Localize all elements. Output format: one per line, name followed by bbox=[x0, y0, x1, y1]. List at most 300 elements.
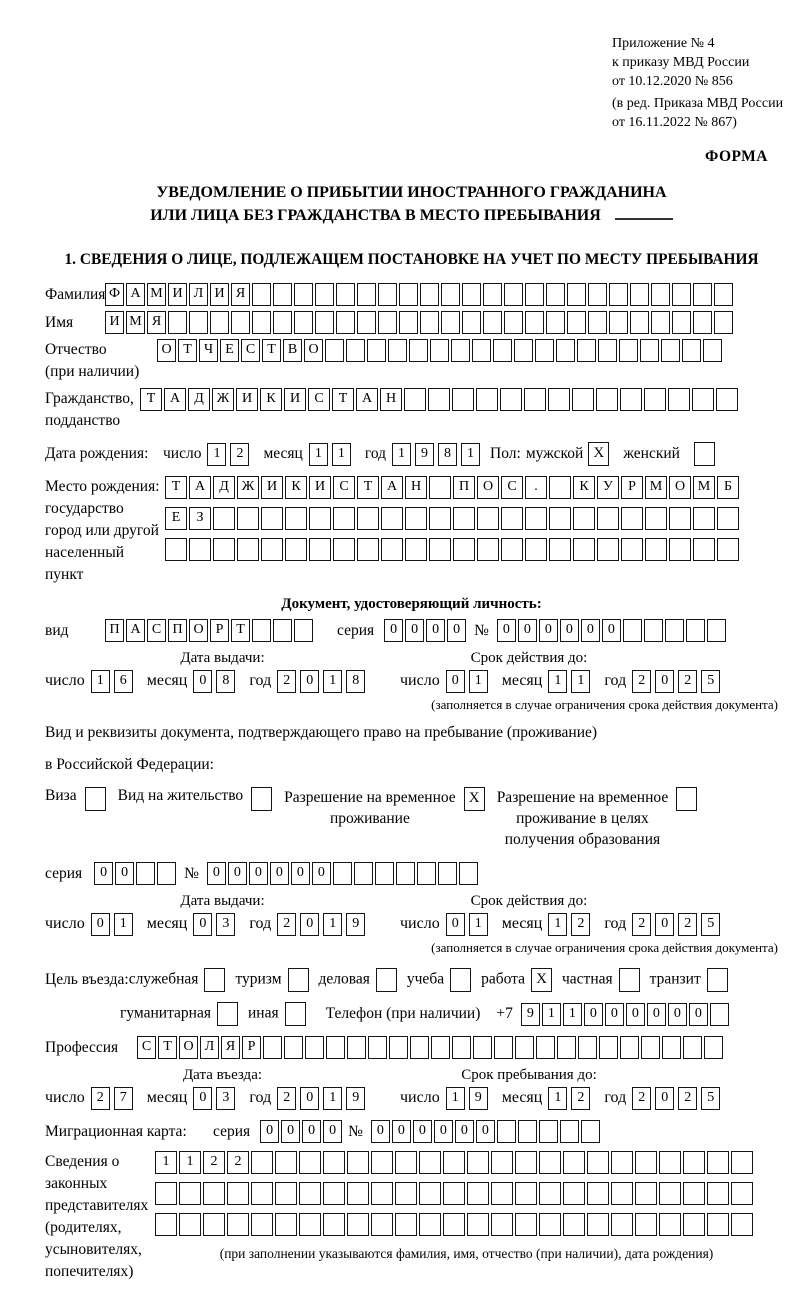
char-cell[interactable] bbox=[659, 1182, 681, 1205]
char-cell[interactable] bbox=[668, 388, 690, 411]
char-cell[interactable] bbox=[367, 339, 386, 362]
char-cell[interactable]: Т bbox=[158, 1036, 177, 1059]
date-cell[interactable]: 1 bbox=[548, 1087, 567, 1110]
char-cell[interactable] bbox=[420, 283, 439, 306]
char-cell[interactable]: Я bbox=[147, 311, 166, 334]
char-cell[interactable]: К bbox=[573, 476, 595, 499]
char-cell[interactable] bbox=[309, 507, 331, 530]
char-cell[interactable] bbox=[323, 1213, 345, 1236]
char-cell[interactable] bbox=[357, 507, 379, 530]
char-cell[interactable]: Ф bbox=[105, 283, 124, 306]
char-cell[interactable] bbox=[336, 283, 355, 306]
char-cell[interactable] bbox=[155, 1182, 177, 1205]
date-cell[interactable]: 3 bbox=[216, 1087, 235, 1110]
date-cell[interactable]: 2 bbox=[277, 670, 296, 693]
char-cell[interactable]: 0 bbox=[207, 862, 226, 885]
char-cell[interactable] bbox=[645, 538, 667, 561]
char-cell[interactable]: Т bbox=[332, 388, 354, 411]
char-cell[interactable]: М bbox=[693, 476, 715, 499]
char-cell[interactable] bbox=[491, 1213, 513, 1236]
purpose-option-checkbox[interactable] bbox=[376, 968, 397, 992]
char-cell[interactable] bbox=[273, 619, 292, 642]
char-cell[interactable]: 0 bbox=[581, 619, 600, 642]
char-cell[interactable] bbox=[692, 388, 714, 411]
char-cell[interactable] bbox=[546, 311, 565, 334]
char-cell[interactable] bbox=[136, 862, 155, 885]
char-cell[interactable] bbox=[644, 619, 663, 642]
char-cell[interactable] bbox=[546, 283, 565, 306]
char-cell[interactable]: 0 bbox=[405, 619, 424, 642]
char-cell[interactable]: Л bbox=[189, 283, 208, 306]
char-cell[interactable] bbox=[686, 619, 705, 642]
char-cell[interactable] bbox=[549, 507, 571, 530]
date-cell[interactable]: 1 bbox=[114, 913, 133, 936]
char-cell[interactable] bbox=[443, 1182, 465, 1205]
char-cell[interactable] bbox=[587, 1213, 609, 1236]
char-cell[interactable] bbox=[428, 388, 450, 411]
date-cell[interactable]: 2 bbox=[678, 670, 697, 693]
char-cell[interactable] bbox=[645, 507, 667, 530]
char-cell[interactable]: 0 bbox=[689, 1003, 708, 1026]
char-cell[interactable] bbox=[261, 507, 283, 530]
char-cell[interactable] bbox=[299, 1182, 321, 1205]
char-cell[interactable]: И bbox=[236, 388, 258, 411]
char-cell[interactable]: А bbox=[381, 476, 403, 499]
char-cell[interactable] bbox=[623, 619, 642, 642]
date-cell[interactable]: 0 bbox=[655, 670, 674, 693]
char-cell[interactable] bbox=[395, 1213, 417, 1236]
date-cell[interactable]: 0 bbox=[91, 913, 110, 936]
char-cell[interactable] bbox=[155, 1213, 177, 1236]
char-cell[interactable]: 1 bbox=[542, 1003, 561, 1026]
date-cell[interactable]: 2 bbox=[632, 670, 651, 693]
char-cell[interactable] bbox=[315, 311, 334, 334]
char-cell[interactable]: А bbox=[189, 476, 211, 499]
char-cell[interactable]: 0 bbox=[447, 619, 466, 642]
char-cell[interactable]: 0 bbox=[260, 1120, 279, 1143]
char-cell[interactable] bbox=[703, 339, 722, 362]
char-cell[interactable] bbox=[451, 339, 470, 362]
char-cell[interactable] bbox=[275, 1213, 297, 1236]
char-cell[interactable] bbox=[389, 1036, 408, 1059]
temp-residence-checkbox[interactable]: X bbox=[464, 787, 485, 811]
char-cell[interactable] bbox=[179, 1213, 201, 1236]
char-cell[interactable] bbox=[549, 476, 571, 499]
char-cell[interactable]: И bbox=[105, 311, 124, 334]
char-cell[interactable]: О bbox=[157, 339, 176, 362]
char-cell[interactable]: Л bbox=[200, 1036, 219, 1059]
date-cell[interactable]: 2 bbox=[277, 913, 296, 936]
char-cell[interactable] bbox=[693, 538, 715, 561]
purpose-option-checkbox[interactable] bbox=[707, 968, 728, 992]
char-cell[interactable]: И bbox=[210, 283, 229, 306]
char-cell[interactable] bbox=[620, 388, 642, 411]
char-cell[interactable]: А bbox=[126, 283, 145, 306]
date-cell[interactable]: 0 bbox=[446, 670, 465, 693]
char-cell[interactable]: П bbox=[168, 619, 187, 642]
char-cell[interactable] bbox=[682, 339, 701, 362]
char-cell[interactable] bbox=[630, 311, 649, 334]
char-cell[interactable] bbox=[459, 862, 478, 885]
char-cell[interactable] bbox=[539, 1213, 561, 1236]
char-cell[interactable] bbox=[378, 283, 397, 306]
char-cell[interactable]: И bbox=[309, 476, 331, 499]
char-cell[interactable] bbox=[483, 283, 502, 306]
char-cell[interactable]: 0 bbox=[228, 862, 247, 885]
date-cell[interactable]: 1 bbox=[392, 443, 411, 466]
char-cell[interactable] bbox=[452, 388, 474, 411]
char-cell[interactable]: 0 bbox=[605, 1003, 624, 1026]
char-cell[interactable] bbox=[325, 339, 344, 362]
char-cell[interactable]: Д bbox=[213, 476, 235, 499]
char-cell[interactable] bbox=[326, 1036, 345, 1059]
char-cell[interactable] bbox=[388, 339, 407, 362]
char-cell[interactable] bbox=[462, 283, 481, 306]
char-cell[interactable] bbox=[477, 538, 499, 561]
date-cell[interactable]: 8 bbox=[346, 670, 365, 693]
char-cell[interactable] bbox=[333, 507, 355, 530]
char-cell[interactable] bbox=[556, 339, 575, 362]
char-cell[interactable]: О bbox=[669, 476, 691, 499]
char-cell[interactable]: С bbox=[501, 476, 523, 499]
char-cell[interactable]: А bbox=[164, 388, 186, 411]
char-cell[interactable]: Б bbox=[717, 476, 739, 499]
char-cell[interactable] bbox=[189, 538, 211, 561]
char-cell[interactable]: Т bbox=[165, 476, 187, 499]
char-cell[interactable] bbox=[588, 283, 607, 306]
date-cell[interactable]: 6 bbox=[114, 670, 133, 693]
char-cell[interactable] bbox=[577, 339, 596, 362]
char-cell[interactable] bbox=[669, 538, 691, 561]
char-cell[interactable] bbox=[640, 339, 659, 362]
char-cell[interactable]: В bbox=[283, 339, 302, 362]
char-cell[interactable]: 0 bbox=[392, 1120, 411, 1143]
char-cell[interactable] bbox=[294, 619, 313, 642]
char-cell[interactable]: 0 bbox=[626, 1003, 645, 1026]
char-cell[interactable] bbox=[399, 283, 418, 306]
char-cell[interactable] bbox=[539, 1182, 561, 1205]
purpose-option-checkbox[interactable] bbox=[204, 968, 225, 992]
char-cell[interactable] bbox=[429, 507, 451, 530]
char-cell[interactable] bbox=[515, 1182, 537, 1205]
char-cell[interactable] bbox=[210, 311, 229, 334]
purpose-option-checkbox[interactable] bbox=[288, 968, 309, 992]
char-cell[interactable] bbox=[323, 1182, 345, 1205]
char-cell[interactable] bbox=[333, 862, 352, 885]
char-cell[interactable]: Я bbox=[221, 1036, 240, 1059]
char-cell[interactable] bbox=[609, 283, 628, 306]
char-cell[interactable] bbox=[707, 1213, 729, 1236]
char-cell[interactable] bbox=[203, 1182, 225, 1205]
char-cell[interactable] bbox=[284, 1036, 303, 1059]
char-cell[interactable] bbox=[557, 1036, 576, 1059]
char-cell[interactable]: 0 bbox=[455, 1120, 474, 1143]
char-cell[interactable] bbox=[375, 862, 394, 885]
char-cell[interactable]: Т bbox=[140, 388, 162, 411]
char-cell[interactable] bbox=[599, 1036, 618, 1059]
char-cell[interactable]: 0 bbox=[602, 619, 621, 642]
char-cell[interactable] bbox=[693, 283, 712, 306]
char-cell[interactable] bbox=[189, 311, 208, 334]
char-cell[interactable]: А bbox=[126, 619, 145, 642]
char-cell[interactable]: Р bbox=[242, 1036, 261, 1059]
purpose-option-checkbox[interactable]: X bbox=[531, 968, 552, 992]
char-cell[interactable] bbox=[567, 283, 586, 306]
char-cell[interactable] bbox=[497, 1120, 516, 1143]
char-cell[interactable] bbox=[347, 1182, 369, 1205]
char-cell[interactable] bbox=[357, 283, 376, 306]
date-cell[interactable]: 8 bbox=[216, 670, 235, 693]
char-cell[interactable] bbox=[227, 1182, 249, 1205]
char-cell[interactable] bbox=[285, 507, 307, 530]
char-cell[interactable]: У bbox=[597, 476, 619, 499]
purpose-option-checkbox[interactable] bbox=[217, 1002, 238, 1026]
date-cell[interactable]: 1 bbox=[323, 670, 342, 693]
date-cell[interactable]: 0 bbox=[655, 1087, 674, 1110]
date-cell[interactable]: 0 bbox=[193, 913, 212, 936]
char-cell[interactable] bbox=[336, 311, 355, 334]
char-cell[interactable] bbox=[273, 311, 292, 334]
char-cell[interactable] bbox=[203, 1213, 225, 1236]
date-cell[interactable]: 9 bbox=[415, 443, 434, 466]
char-cell[interactable] bbox=[525, 538, 547, 561]
temp-residence-edu-checkbox[interactable] bbox=[676, 787, 697, 811]
char-cell[interactable] bbox=[263, 1036, 282, 1059]
char-cell[interactable] bbox=[536, 1036, 555, 1059]
char-cell[interactable]: П bbox=[105, 619, 124, 642]
char-cell[interactable] bbox=[581, 1120, 600, 1143]
char-cell[interactable] bbox=[621, 538, 643, 561]
date-cell[interactable]: 1 bbox=[323, 913, 342, 936]
char-cell[interactable] bbox=[644, 388, 666, 411]
char-cell[interactable] bbox=[252, 283, 271, 306]
date-cell[interactable]: 1 bbox=[469, 913, 488, 936]
char-cell[interactable] bbox=[662, 1036, 681, 1059]
char-cell[interactable] bbox=[251, 1182, 273, 1205]
char-cell[interactable]: К bbox=[285, 476, 307, 499]
char-cell[interactable]: М bbox=[126, 311, 145, 334]
char-cell[interactable] bbox=[717, 507, 739, 530]
sex-male-checkbox[interactable]: X bbox=[588, 442, 609, 466]
char-cell[interactable] bbox=[514, 339, 533, 362]
char-cell[interactable] bbox=[651, 283, 670, 306]
char-cell[interactable]: 1 bbox=[563, 1003, 582, 1026]
char-cell[interactable] bbox=[285, 538, 307, 561]
char-cell[interactable] bbox=[396, 862, 415, 885]
date-cell[interactable]: 0 bbox=[300, 670, 319, 693]
char-cell[interactable] bbox=[294, 283, 313, 306]
char-cell[interactable]: 0 bbox=[249, 862, 268, 885]
char-cell[interactable]: М bbox=[147, 283, 166, 306]
char-cell[interactable] bbox=[472, 339, 491, 362]
char-cell[interactable] bbox=[672, 283, 691, 306]
char-cell[interactable] bbox=[630, 283, 649, 306]
date-cell[interactable]: 1 bbox=[323, 1087, 342, 1110]
char-cell[interactable] bbox=[491, 1182, 513, 1205]
char-cell[interactable] bbox=[419, 1213, 441, 1236]
char-cell[interactable] bbox=[453, 507, 475, 530]
char-cell[interactable] bbox=[548, 388, 570, 411]
char-cell[interactable] bbox=[315, 283, 334, 306]
char-cell[interactable]: Т bbox=[357, 476, 379, 499]
char-cell[interactable] bbox=[346, 339, 365, 362]
char-cell[interactable] bbox=[399, 311, 418, 334]
date-cell[interactable]: 5 bbox=[701, 1087, 720, 1110]
char-cell[interactable] bbox=[597, 538, 619, 561]
char-cell[interactable]: 0 bbox=[476, 1120, 495, 1143]
char-cell[interactable] bbox=[524, 388, 546, 411]
char-cell[interactable] bbox=[494, 1036, 513, 1059]
char-cell[interactable] bbox=[525, 283, 544, 306]
char-cell[interactable]: 0 bbox=[497, 619, 516, 642]
char-cell[interactable] bbox=[500, 388, 522, 411]
date-cell[interactable]: 2 bbox=[678, 1087, 697, 1110]
char-cell[interactable] bbox=[573, 538, 595, 561]
char-cell[interactable] bbox=[683, 1182, 705, 1205]
char-cell[interactable] bbox=[273, 283, 292, 306]
char-cell[interactable]: Ч bbox=[199, 339, 218, 362]
date-cell[interactable]: 7 bbox=[114, 1087, 133, 1110]
char-cell[interactable]: . bbox=[525, 476, 547, 499]
char-cell[interactable] bbox=[165, 538, 187, 561]
char-cell[interactable]: П bbox=[453, 476, 475, 499]
char-cell[interactable]: Е bbox=[165, 507, 187, 530]
char-cell[interactable]: 9 bbox=[521, 1003, 540, 1026]
date-cell[interactable]: 2 bbox=[632, 1087, 651, 1110]
char-cell[interactable] bbox=[299, 1213, 321, 1236]
char-cell[interactable] bbox=[237, 538, 259, 561]
residence-permit-checkbox[interactable] bbox=[251, 787, 272, 811]
char-cell[interactable] bbox=[683, 1036, 702, 1059]
char-cell[interactable] bbox=[417, 862, 436, 885]
date-cell[interactable]: 5 bbox=[701, 913, 720, 936]
char-cell[interactable]: 0 bbox=[302, 1120, 321, 1143]
char-cell[interactable] bbox=[493, 339, 512, 362]
char-cell[interactable] bbox=[731, 1182, 753, 1205]
char-cell[interactable]: З bbox=[189, 507, 211, 530]
char-cell[interactable]: Н bbox=[405, 476, 427, 499]
purpose-option-checkbox[interactable] bbox=[450, 968, 471, 992]
char-cell[interactable]: С bbox=[147, 619, 166, 642]
char-cell[interactable] bbox=[381, 538, 403, 561]
char-cell[interactable]: 2 bbox=[203, 1151, 225, 1174]
char-cell[interactable] bbox=[669, 507, 691, 530]
char-cell[interactable] bbox=[213, 507, 235, 530]
char-cell[interactable] bbox=[717, 538, 739, 561]
char-cell[interactable]: Ж bbox=[212, 388, 234, 411]
char-cell[interactable] bbox=[563, 1182, 585, 1205]
char-cell[interactable] bbox=[252, 619, 271, 642]
date-cell[interactable]: 1 bbox=[332, 443, 351, 466]
date-cell[interactable]: 1 bbox=[91, 670, 110, 693]
date-cell[interactable]: 0 bbox=[300, 913, 319, 936]
char-cell[interactable] bbox=[462, 311, 481, 334]
date-cell[interactable]: 2 bbox=[571, 913, 590, 936]
char-cell[interactable] bbox=[213, 538, 235, 561]
date-cell[interactable]: 0 bbox=[193, 1087, 212, 1110]
sex-female-checkbox[interactable] bbox=[694, 442, 715, 466]
char-cell[interactable] bbox=[168, 311, 187, 334]
date-cell[interactable]: 1 bbox=[461, 443, 480, 466]
char-cell[interactable] bbox=[635, 1182, 657, 1205]
char-cell[interactable]: С bbox=[137, 1036, 156, 1059]
char-cell[interactable] bbox=[473, 1036, 492, 1059]
char-cell[interactable] bbox=[429, 538, 451, 561]
date-cell[interactable]: 1 bbox=[446, 1087, 465, 1110]
char-cell[interactable] bbox=[620, 1036, 639, 1059]
char-cell[interactable]: Р bbox=[621, 476, 643, 499]
char-cell[interactable] bbox=[237, 507, 259, 530]
char-cell[interactable] bbox=[716, 388, 738, 411]
char-cell[interactable] bbox=[693, 507, 715, 530]
char-cell[interactable] bbox=[539, 1120, 558, 1143]
purpose-option-checkbox[interactable] bbox=[619, 968, 640, 992]
char-cell[interactable] bbox=[420, 311, 439, 334]
char-cell[interactable] bbox=[371, 1213, 393, 1236]
char-cell[interactable] bbox=[347, 1036, 366, 1059]
char-cell[interactable] bbox=[275, 1182, 297, 1205]
char-cell[interactable] bbox=[261, 538, 283, 561]
char-cell[interactable]: Е bbox=[220, 339, 239, 362]
char-cell[interactable] bbox=[231, 311, 250, 334]
char-cell[interactable] bbox=[441, 311, 460, 334]
visa-checkbox[interactable] bbox=[85, 787, 106, 811]
char-cell[interactable] bbox=[309, 538, 331, 561]
char-cell[interactable]: 0 bbox=[560, 619, 579, 642]
char-cell[interactable] bbox=[501, 538, 523, 561]
char-cell[interactable] bbox=[251, 1213, 273, 1236]
char-cell[interactable] bbox=[567, 311, 586, 334]
date-cell[interactable]: 0 bbox=[193, 670, 212, 693]
char-cell[interactable]: 2 bbox=[227, 1151, 249, 1174]
char-cell[interactable]: 0 bbox=[668, 1003, 687, 1026]
char-cell[interactable]: Д bbox=[188, 388, 210, 411]
date-cell[interactable]: 1 bbox=[469, 670, 488, 693]
char-cell[interactable] bbox=[354, 862, 373, 885]
char-cell[interactable] bbox=[405, 507, 427, 530]
char-cell[interactable] bbox=[651, 311, 670, 334]
char-cell[interactable]: И bbox=[284, 388, 306, 411]
char-cell[interactable]: 0 bbox=[281, 1120, 300, 1143]
char-cell[interactable] bbox=[410, 1036, 429, 1059]
char-cell[interactable] bbox=[378, 311, 397, 334]
char-cell[interactable] bbox=[504, 283, 523, 306]
char-cell[interactable]: 1 bbox=[179, 1151, 201, 1174]
char-cell[interactable] bbox=[611, 1213, 633, 1236]
char-cell[interactable] bbox=[596, 388, 618, 411]
char-cell[interactable] bbox=[357, 311, 376, 334]
char-cell[interactable] bbox=[731, 1213, 753, 1236]
char-cell[interactable] bbox=[598, 339, 617, 362]
char-cell[interactable] bbox=[368, 1036, 387, 1059]
char-cell[interactable]: К bbox=[260, 388, 282, 411]
char-cell[interactable] bbox=[347, 1213, 369, 1236]
char-cell[interactable]: 0 bbox=[434, 1120, 453, 1143]
char-cell[interactable] bbox=[641, 1036, 660, 1059]
char-cell[interactable] bbox=[587, 1182, 609, 1205]
char-cell[interactable] bbox=[504, 311, 523, 334]
char-cell[interactable] bbox=[707, 619, 726, 642]
date-cell[interactable]: 2 bbox=[277, 1087, 296, 1110]
char-cell[interactable] bbox=[659, 1213, 681, 1236]
char-cell[interactable] bbox=[395, 1182, 417, 1205]
char-cell[interactable] bbox=[430, 339, 449, 362]
char-cell[interactable] bbox=[431, 1036, 450, 1059]
char-cell[interactable]: 0 bbox=[426, 619, 445, 642]
char-cell[interactable] bbox=[157, 862, 176, 885]
char-cell[interactable]: Н bbox=[380, 388, 402, 411]
char-cell[interactable]: 0 bbox=[115, 862, 134, 885]
